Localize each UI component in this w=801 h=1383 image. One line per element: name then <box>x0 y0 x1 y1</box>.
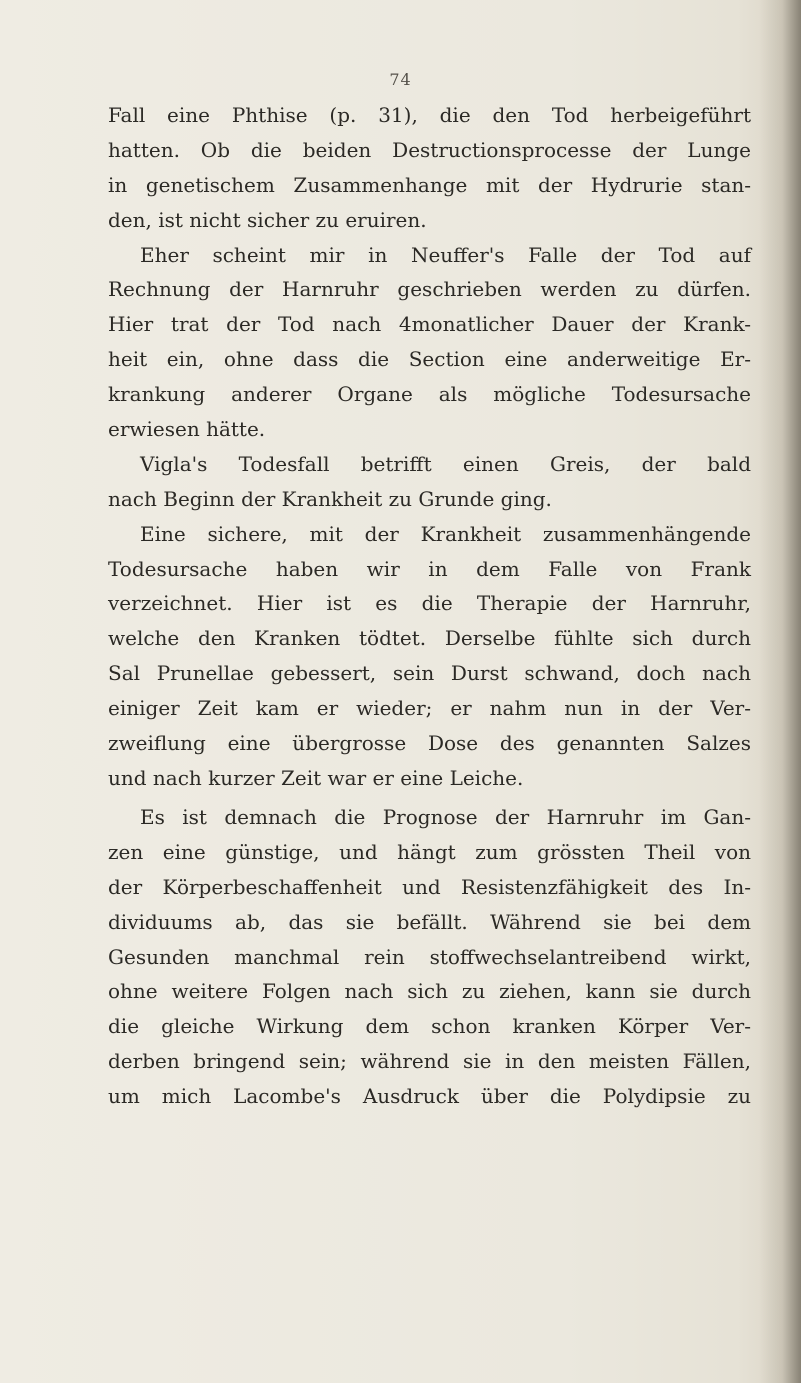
text-line: derben bringend sein; während sie in den meisten Fällen, <box>108 1049 751 1074</box>
text-line: erwiesen hätte. <box>108 417 266 442</box>
text-block-lower <box>108 800 751 1114</box>
paragraph-frank <box>108 517 751 796</box>
text-line: dividuums ab, das sie befällt. Während sie bei dem <box>108 909 751 934</box>
text-line: ohne weitere Folgen nach sich zu ziehen, kann sie durch <box>108 979 751 1004</box>
text-line: Hier trat der Tod nach 4monatlicher Dauer der Krank- <box>108 312 751 337</box>
text-line: Eine sichere, mit der Krankheit zusammenhängende <box>140 521 751 546</box>
text-line: Es ist demnach die Prognose der Harnruhr im Gan- <box>140 805 751 829</box>
text-line: und nach kurzer Zeit war er eine Leiche. <box>108 765 524 790</box>
text-line: in genetischem Zusammenhange mit der Hydrurie stan- <box>108 172 751 197</box>
text-line: zen eine günstige, und hängt zum grössten Theil von <box>108 839 751 864</box>
text-line: der Körperbeschaffenheit und Resistenzfähigkeit des In- <box>108 874 751 899</box>
text-block-upper <box>108 98 751 796</box>
text-line: verzeichnet. Hier ist es die Therapie der Harnruhr, <box>108 591 751 616</box>
text-line: die gleiche Wirkung dem schon kranken Körper Ver- <box>108 1014 751 1039</box>
text-line: um mich Lacombe's Ausdruck über die Polydipsie zu <box>108 1084 751 1109</box>
text-line: hatten. Ob die beiden Destructionsprocesse der Lunge <box>108 137 751 162</box>
paragraph-phthise <box>108 98 751 238</box>
text-line: Vigla's Todesfall betrifft einen Greis, der bald <box>140 451 751 476</box>
text-line: heit ein, ohne dass die Section eine anderweitige Er- <box>108 347 751 372</box>
paragraph-prognose <box>108 800 751 1114</box>
text-line: den, ist nicht sicher zu eruiren. <box>108 207 427 232</box>
text-line: Eher scheint mir in Neuffer's Falle der Tod auf <box>140 242 751 267</box>
page-gutter-shadow <box>759 0 801 1383</box>
text-line: zweiflung eine übergrosse Dose des genannten Salzes <box>108 731 751 756</box>
paragraph-vigla <box>108 447 751 517</box>
text-line: Sal Prunellae gebessert, sein Durst schwand, doch nach <box>108 661 751 686</box>
text-line: Todesursache haben wir in dem Falle von Frank <box>108 556 751 581</box>
text-line: welche den Kranken tödtet. Derselbe fühlte sich durch <box>108 626 751 651</box>
text-line: Gesunden manchmal rein stoffwechselantreibend wirkt, <box>108 944 751 969</box>
text-line: krankung anderer Organe als mögliche Todesursache <box>108 382 751 407</box>
page-number: 74 <box>389 70 412 89</box>
text-line: Rechnung der Harnruhr geschrieben werden zu dürfen. <box>108 277 751 302</box>
text-line: einiger Zeit kam er wieder; er nahm nun in der Ver- <box>108 696 751 721</box>
text-line: nach Beginn der Krankheit zu Grunde ging. <box>108 486 552 511</box>
paragraph-neuffer <box>108 238 751 447</box>
text-line: Fall eine Phthise (p. 31), die den Tod herbeigeführt <box>108 103 751 127</box>
